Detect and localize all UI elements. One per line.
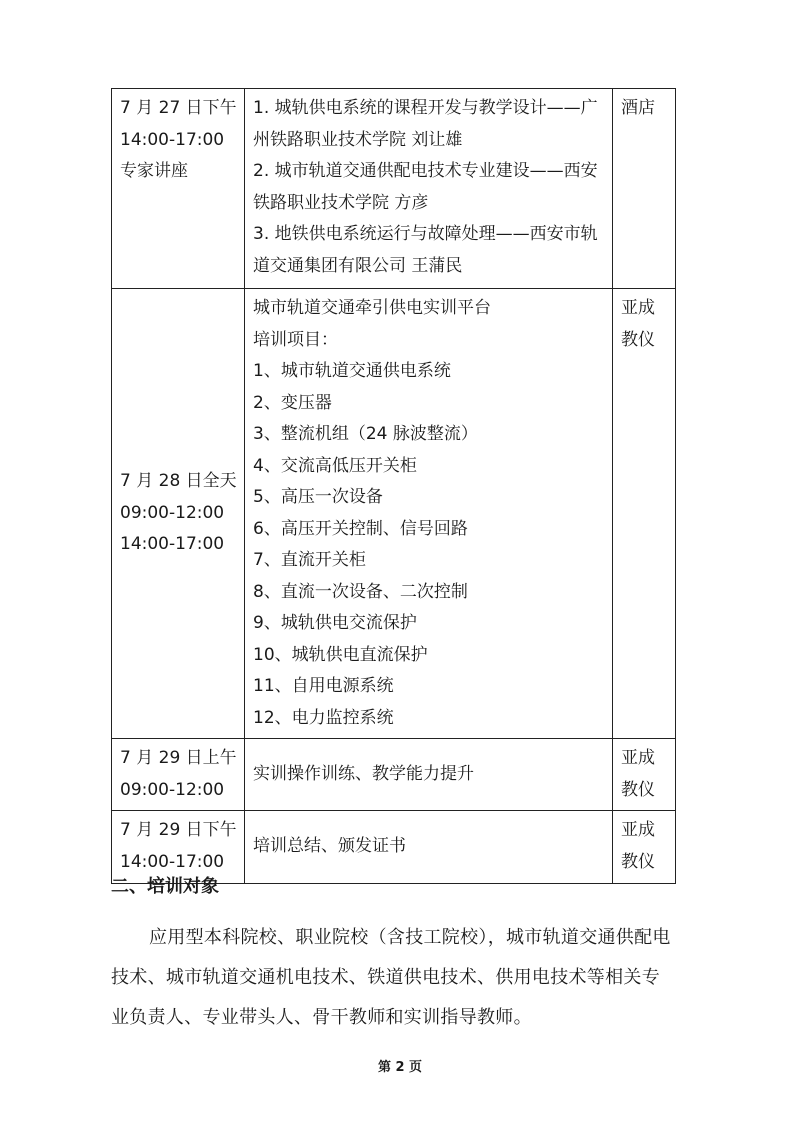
- table-row: [112, 739, 676, 811]
- target-paragraph: 应用型本科院校、职业院校（含技工院校），城市轨道交通供配电技术、城市轨道交通机电技术、铁道供电技术、供用电技术等相关专业负责人、专业带头人、骨干教师和实训指导教师。: [111, 927, 671, 1028]
- lecture-item: 3. 地铁供电系统运行与故障处理——西安市轨道交通集团有限公司 王蒲民: [253, 224, 598, 276]
- training-item: 4、交流高低压开关柜: [253, 455, 417, 476]
- time-line: 09:00-12:00: [120, 779, 225, 800]
- training-label: 培训项目：: [253, 329, 338, 350]
- lecture-item: 1. 城轨供电系统的课程开发与教学设计——广州铁路职业技术学院 刘让雄: [253, 98, 598, 150]
- time-line: 7 月 29 日下午: [120, 820, 237, 840]
- table-row: [112, 89, 676, 289]
- time-cell: [112, 289, 245, 739]
- page-number: 第 2 页: [377, 1060, 423, 1075]
- platform-title: 城市轨道交通牵引供电实训平台: [253, 298, 491, 318]
- content-cell: [245, 89, 613, 289]
- content-cell: [245, 811, 613, 884]
- training-item: 10、城轨供电直流保护: [253, 644, 428, 665]
- time-line: 09:00-12:00: [120, 502, 225, 523]
- location-cell: 亚成教仪: [613, 811, 676, 884]
- training-item: 6、高压开关控制、信号回路: [253, 518, 468, 539]
- content-cell: [245, 289, 613, 739]
- training-item: 2、变压器: [253, 392, 332, 413]
- time-line: 14:00-17:00: [120, 129, 225, 150]
- table-row: [112, 289, 676, 739]
- training-item: 实训操作训练、教学能力提升: [253, 763, 474, 784]
- time-cell: [112, 89, 245, 289]
- location-cell: 亚成教仪: [613, 739, 676, 811]
- location-cell: 酒店: [613, 89, 676, 289]
- lecture-item: 2. 城市轨道交通供配电技术专业建设——西安铁路职业技术学院 方彦: [253, 161, 598, 213]
- training-item: 11、自用电源系统: [253, 676, 394, 696]
- time-line: 7 月 27 日下午: [120, 98, 237, 118]
- training-item: 12、电力监控系统: [253, 707, 394, 728]
- training-item: 3、整流机组（24 脉波整流）: [253, 424, 478, 444]
- training-item: 培训总结、颁发证书: [253, 836, 406, 857]
- training-item: 5、高压一次设备: [253, 487, 383, 507]
- training-item: 7、直流开关柜: [253, 550, 366, 570]
- time-line: 7 月 28 日全天: [120, 471, 237, 492]
- time-line: 7 月 29 日上午: [120, 748, 237, 768]
- training-item: 8、直流一次设备、二次控制: [253, 581, 468, 602]
- time-line: 专家讲座: [120, 161, 188, 181]
- schedule-table: [111, 88, 676, 884]
- time-line: 14:00-17:00: [120, 851, 225, 872]
- training-item: 9、城轨供电交流保护: [253, 613, 417, 633]
- time-cell: [112, 739, 245, 811]
- section-title: 二、培训对象: [111, 876, 219, 897]
- time-line: 14:00-17:00: [120, 534, 225, 555]
- location-cell: 亚成教仪: [613, 289, 676, 739]
- training-item: 1、城市轨道交通供电系统: [253, 361, 451, 381]
- content-cell: [245, 739, 613, 811]
